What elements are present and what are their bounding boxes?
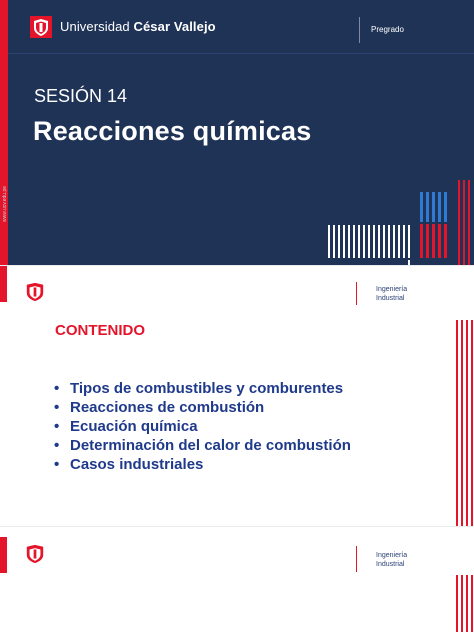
program-label bbox=[376, 551, 407, 569]
program-divider bbox=[356, 282, 357, 305]
list-item-text: Determinación del calor de combustión bbox=[70, 437, 351, 454]
list-item-text: Tipos de combustibles y comburentes bbox=[70, 380, 344, 397]
university-name bbox=[60, 19, 216, 34]
red-line bbox=[461, 320, 463, 526]
bullet-icon: • bbox=[54, 437, 60, 454]
university-name-bold: César Vallejo bbox=[133, 19, 216, 34]
contents-list bbox=[54, 379, 351, 474]
list-item-text: Casos industriales bbox=[70, 456, 204, 473]
next-slide bbox=[0, 527, 474, 632]
session-label: SESIÓN 14 bbox=[34, 86, 128, 106]
program-line2: Industrial bbox=[376, 561, 405, 568]
list-item-text: Ecuación química bbox=[70, 418, 198, 435]
bullet-icon: • bbox=[54, 418, 60, 435]
program-label bbox=[376, 285, 407, 303]
contents-slide bbox=[0, 266, 474, 526]
list-item bbox=[54, 398, 351, 417]
header-divider bbox=[359, 17, 360, 43]
program-line1: Ingeniería bbox=[376, 552, 408, 559]
contents-red-edge bbox=[0, 266, 7, 302]
program-line1: Ingeniería bbox=[376, 286, 408, 293]
red-line bbox=[461, 575, 463, 632]
ucv-logo-icon bbox=[25, 544, 45, 564]
red-line bbox=[471, 575, 473, 632]
list-item bbox=[54, 436, 351, 455]
red-line bbox=[466, 575, 468, 632]
red-line bbox=[471, 320, 473, 526]
bullet-icon: • bbox=[54, 456, 60, 473]
bullet-icon: • bbox=[54, 380, 60, 397]
list-item bbox=[54, 379, 351, 398]
university-name-prefix: Universidad bbox=[60, 19, 134, 34]
ucv-logo-icon bbox=[25, 282, 45, 302]
list-item bbox=[54, 455, 351, 474]
website-url: www.ucv.edu.pe bbox=[2, 185, 8, 222]
decorative-stripes bbox=[320, 180, 474, 265]
next-red-edge bbox=[0, 537, 7, 573]
program-line2: Industrial bbox=[376, 295, 405, 302]
cover-slide bbox=[0, 0, 474, 265]
level-label: Pregrado bbox=[371, 25, 404, 34]
bullet-icon: • bbox=[54, 399, 60, 416]
red-line bbox=[466, 320, 468, 526]
red-line bbox=[456, 320, 458, 526]
cover-red-edge bbox=[0, 0, 8, 265]
slide-title: Reacciones químicas bbox=[33, 116, 312, 146]
program-divider bbox=[356, 546, 357, 572]
contents-heading: CONTENIDO bbox=[55, 322, 145, 339]
list-item bbox=[54, 417, 351, 436]
list-item-text: Reacciones de combustión bbox=[70, 399, 265, 416]
ucv-logo-icon bbox=[30, 16, 52, 38]
red-line bbox=[456, 575, 458, 632]
